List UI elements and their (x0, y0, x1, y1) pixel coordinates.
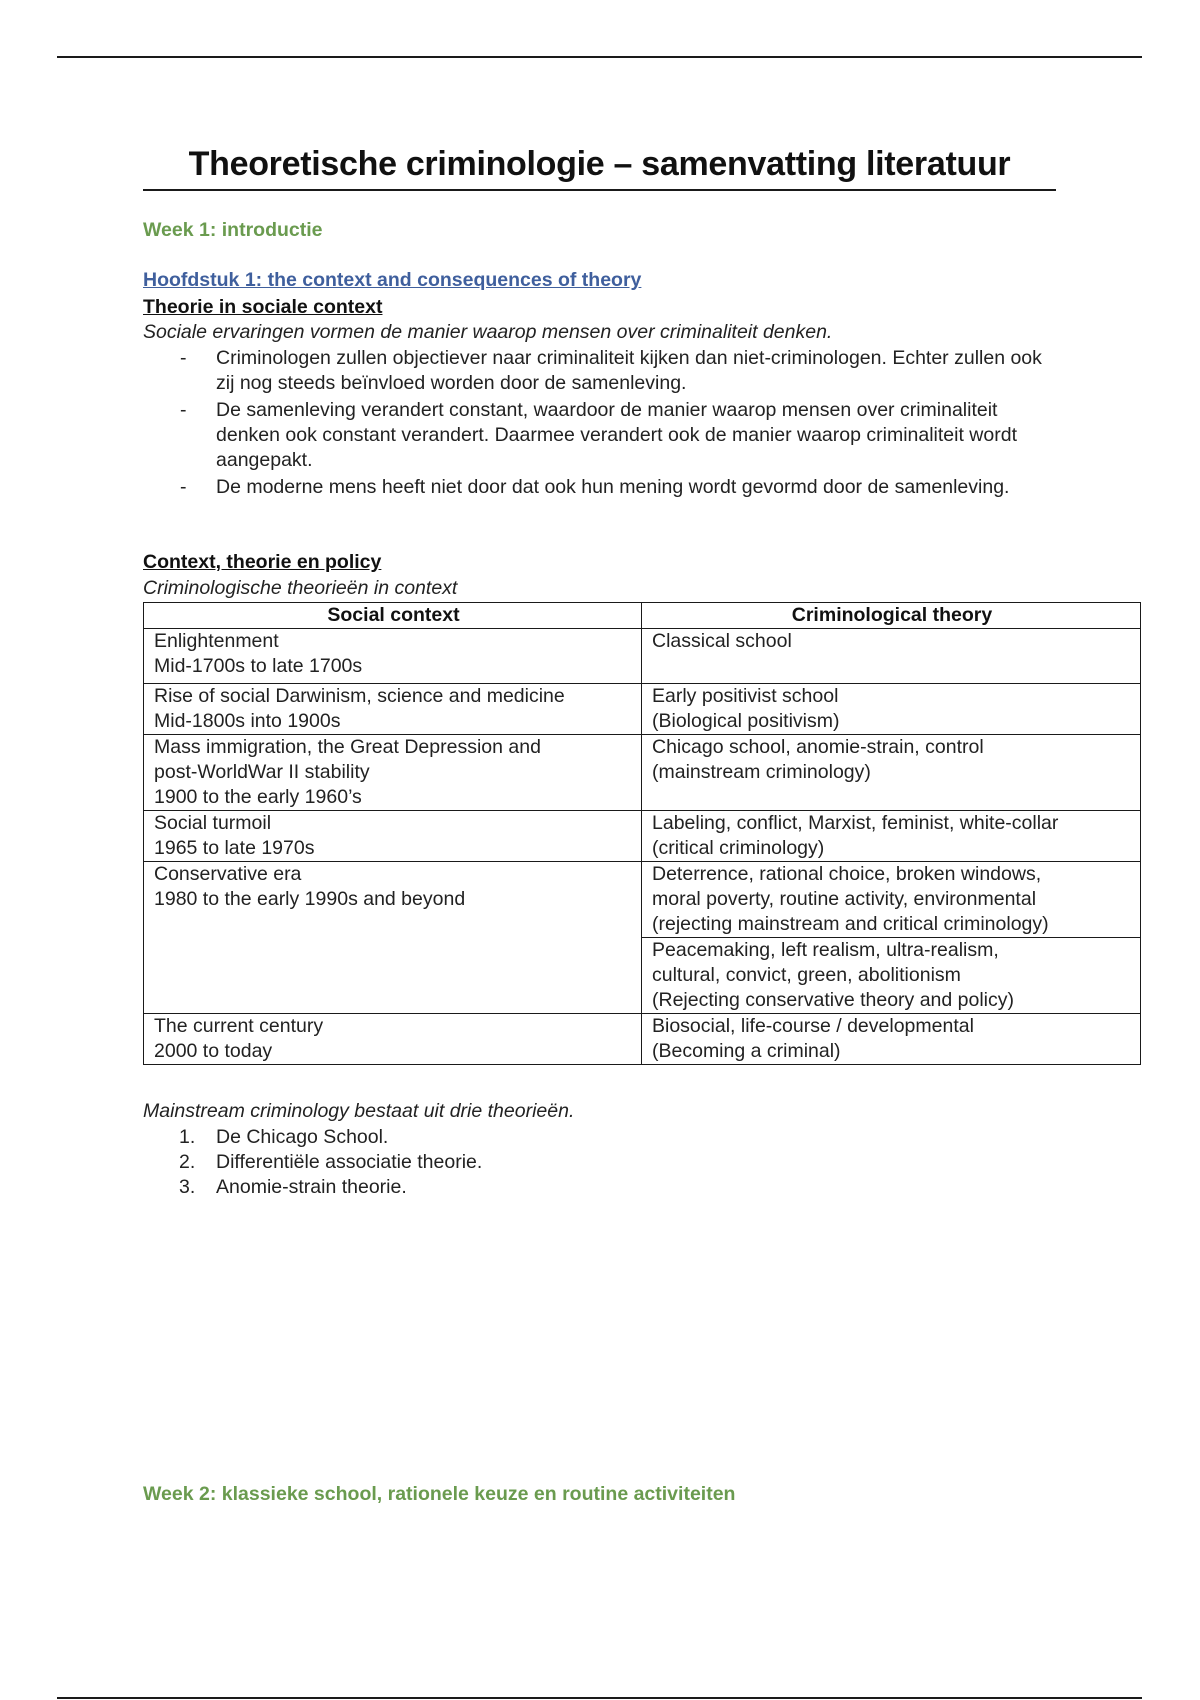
table-cell-context (144, 684, 642, 735)
cell-line: post-WorldWar II stability (154, 761, 370, 783)
cell-line: Chicago school, anomie-strain, control (652, 736, 984, 758)
section-heading-theory-in-context: Theorie in sociale context (143, 296, 383, 318)
list-number: 3. (179, 1176, 196, 1198)
cell-line: Enlightenment (154, 630, 279, 652)
table-row (144, 629, 1141, 684)
table-cell-theory (642, 862, 1141, 938)
table-cell-theory (642, 938, 1141, 1014)
cell-line: 1900 to the early 1960’s (154, 786, 362, 808)
table-cell-context (144, 862, 642, 1014)
table-cell-theory (642, 735, 1141, 811)
cell-line: (Rejecting conservative theory and policy) (652, 989, 1015, 1011)
table-cell-context (144, 1014, 642, 1065)
chapter-1-heading: Hoofdstuk 1: the context and consequences of theory (143, 269, 642, 291)
cell-line: Biosocial, life-course / developmental (652, 1015, 974, 1037)
cell-line: 1965 to late 1970s (154, 837, 315, 859)
context-theory-table (143, 602, 1141, 1065)
cell-line: cultural, convict, green, abolitionism (652, 964, 961, 986)
cell-line: Rise of social Darwinism, science and medicine (154, 685, 565, 707)
table-cell-theory (642, 684, 1141, 735)
column-header-criminological-theory: Criminological theory (642, 603, 1141, 629)
cell-line: (Becoming a criminal) (652, 1040, 841, 1062)
list-item-text: Differentiële associatie theorie. (216, 1151, 483, 1173)
table-cell-context (144, 811, 642, 862)
list-item (143, 346, 1063, 396)
cell-line: 1980 to the early 1990s and beyond (154, 888, 466, 910)
table-row (144, 684, 1141, 735)
cell-line: Deterrence, rational choice, broken windows, (652, 863, 1042, 885)
list-number: 1. (179, 1126, 196, 1148)
cell-line: Mid-1700s to late 1700s (154, 655, 363, 677)
cell-line: 2000 to today (154, 1040, 273, 1062)
cell-line: (mainstream criminology) (652, 761, 871, 783)
cell-line: Early positivist school (652, 685, 839, 707)
section-intro: Sociale ervaringen vormen de manier waarop mensen over criminaliteit denken. (143, 321, 833, 343)
table-caption: Criminologische theorieën in context (143, 577, 458, 599)
list-item-text: Anomie-strain theorie. (216, 1176, 407, 1198)
cell-line: Mass immigration, the Great Depression and (154, 736, 541, 758)
section-heading-context-theory-policy: Context, theorie en policy (143, 551, 382, 573)
table-cell-context (144, 629, 642, 684)
table-row (144, 1014, 1141, 1065)
cell-line: Social turmoil (154, 812, 272, 834)
week-1-heading: Week 1: introductie (143, 219, 323, 241)
list-item-text: De moderne mens heeft niet door dat ook hun mening wordt gevormd door de samenleving. (216, 476, 1010, 498)
cell-line: (Biological positivism) (652, 710, 840, 732)
list-item-text: De Chicago School. (216, 1126, 389, 1148)
list-item (143, 1150, 482, 1175)
table-row (144, 811, 1141, 862)
table-cell-theory (642, 811, 1141, 862)
cell-line: Peacemaking, left realism, ultra-realism, (652, 939, 999, 961)
mainstream-intro: Mainstream criminology bestaat uit drie theorieën. (143, 1100, 575, 1122)
list-item (143, 398, 1063, 473)
cell-line: (rejecting mainstream and critical criminology) (652, 913, 1049, 935)
cell-line: Labeling, conflict, Marxist, feminist, white-collar (652, 812, 1059, 834)
bullet-list (143, 346, 1063, 502)
bullet-marker: - (180, 476, 187, 498)
table-cell-theory (642, 1014, 1141, 1065)
list-item-text: De samenleving verandert constant, waardoor de manier waarop mensen over criminaliteit denken ook constant verandert. Daarmee verandert ook de manier waarop criminaliteit wordt aangepakt. (216, 399, 1017, 471)
table-cell-theory (642, 629, 1141, 684)
table-header-row (144, 603, 1141, 629)
cell-line: Classical school (652, 630, 792, 652)
list-item-text: Criminologen zullen objectiever naar criminaliteit kijken dan niet-criminologen. Echter zullen ook zij nog steeds beïnvloed worden door de samenleving. (216, 347, 1042, 394)
page-title: Theoretische criminologie – samenvatting literatuur (143, 141, 1056, 191)
list-number: 2. (179, 1151, 196, 1173)
cell-line: (critical criminology) (652, 837, 825, 859)
table-row (144, 862, 1141, 938)
week-2-heading: Week 2: klassieke school, rationele keuze en routine activiteiten (143, 1483, 736, 1505)
cell-line: The current century (154, 1015, 324, 1037)
list-item (143, 1175, 482, 1200)
table-cell-context (144, 735, 642, 811)
list-item (143, 1125, 482, 1150)
cell-line: Conservative era (154, 863, 302, 885)
column-header-social-context: Social context (144, 603, 642, 629)
numbered-list (143, 1125, 482, 1200)
bullet-marker: - (180, 399, 187, 421)
table-row (144, 735, 1141, 811)
top-rule (57, 56, 1142, 58)
cell-line: Mid-1800s into 1900s (154, 710, 341, 732)
bullet-marker: - (180, 347, 187, 369)
list-item (143, 475, 1063, 500)
cell-line: moral poverty, routine activity, environmental (652, 888, 1037, 910)
bottom-rule (57, 1697, 1142, 1699)
